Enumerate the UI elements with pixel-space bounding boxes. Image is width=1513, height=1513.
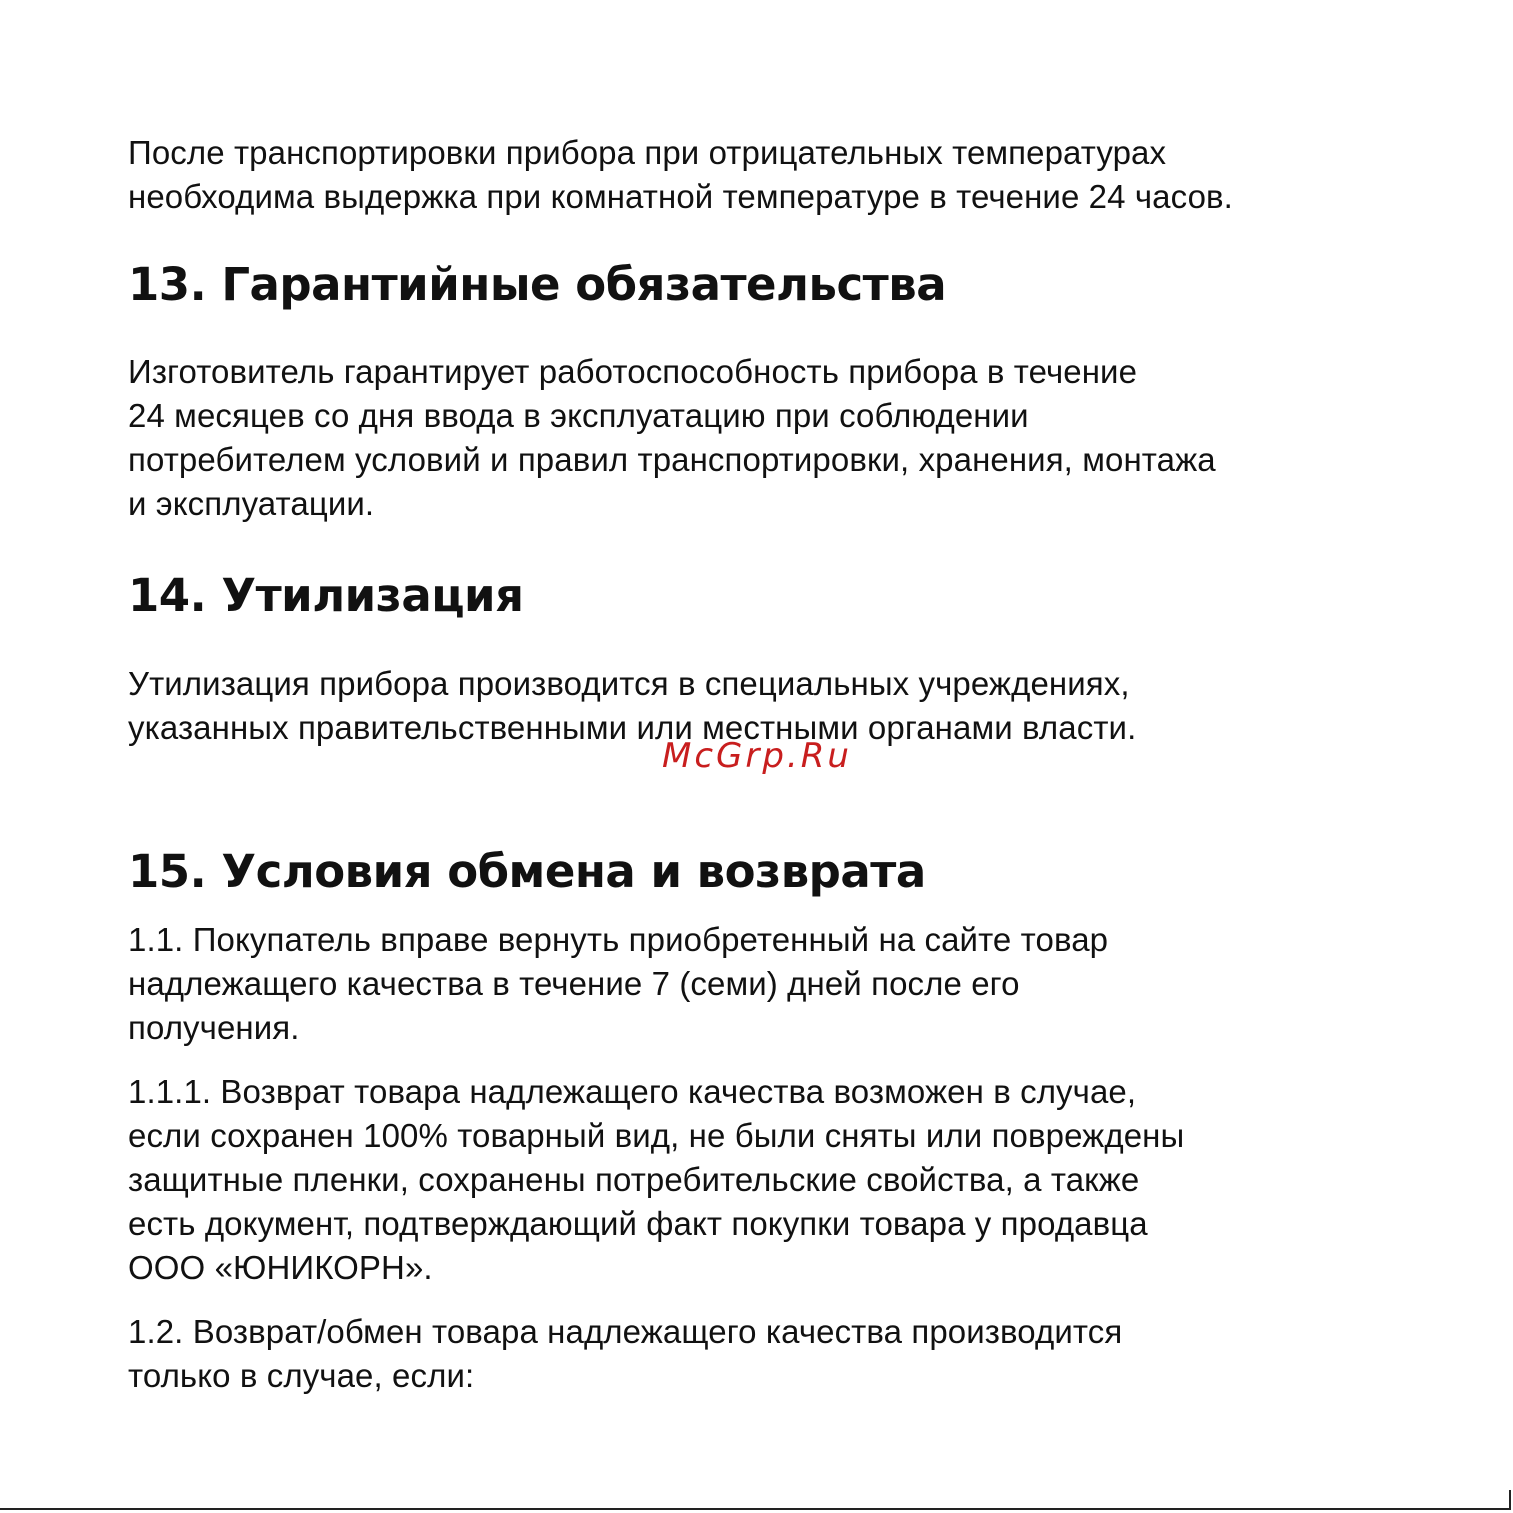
section-13-line-2: 24 месяцев со дня ввода в эксплуатацию при соблюдении	[128, 397, 1029, 434]
section-13-line-4: и эксплуатации.	[128, 485, 375, 522]
section-14-heading-wrap	[128, 569, 1398, 623]
section-14-line-2: указанных правительственными или местными органами власти.	[128, 709, 1137, 746]
section-15-heading: 15. Условия обмена и возврата	[128, 845, 926, 898]
section-15-p2-line-4: есть документ, подтверждающий факт покупки товара у продавца	[128, 1205, 1148, 1242]
section-15-paragraph-2	[128, 1070, 1398, 1290]
section-15-p3-line-2: только в случае, если:	[128, 1357, 475, 1394]
page-right-border	[1509, 1490, 1511, 1510]
section-15-p1-line-1: 1.1. Покупатель вправе вернуть приобретенный на сайте товар	[128, 921, 1109, 958]
intro-paragraph	[128, 131, 1398, 219]
section-15-p1-line-2: надлежащего качества в течение 7 (семи) дней после его	[128, 965, 1020, 1002]
section-15-paragraph-1	[128, 918, 1398, 1050]
intro-line-1: После транспортировки прибора при отрицательных температурах	[128, 134, 1167, 171]
section-15-paragraph-3	[128, 1310, 1398, 1398]
section-13-heading-wrap	[128, 258, 1398, 312]
section-13-heading: 13. Гарантийные обязательства	[128, 258, 947, 311]
section-15-p1-line-3: получения.	[128, 1009, 300, 1046]
section-13-paragraph	[128, 350, 1398, 526]
watermark: McGrp.Ru	[662, 736, 852, 776]
section-13-line-3: потребителем условий и правил транспортировки, хранения, монтажа	[128, 441, 1216, 478]
section-14-line-1: Утилизация прибора производится в специальных учреждениях,	[128, 665, 1130, 702]
section-15-p2-line-3: защитные пленки, сохранены потребительские свойства, а также	[128, 1161, 1140, 1198]
intro-line-2: необходима выдержка при комнатной температуре в течение 24 часов.	[128, 178, 1233, 215]
section-15-heading-wrap	[128, 845, 1398, 899]
section-15-p2-line-5: ООО «ЮНИКОРН».	[128, 1249, 433, 1286]
section-13-line-1: Изготовитель гарантирует работоспособность прибора в течение	[128, 353, 1138, 390]
section-14-heading: 14. Утилизация	[128, 569, 524, 622]
page-bottom-border	[0, 1508, 1510, 1510]
section-15-p2-line-1: 1.1.1. Возврат товара надлежащего качества возможен в случае,	[128, 1073, 1137, 1110]
section-15-p2-line-2: если сохранен 100% товарный вид, не были сняты или повреждены	[128, 1117, 1185, 1154]
section-15-p3-line-1: 1.2. Возврат/обмен товара надлежащего качества производится	[128, 1313, 1123, 1350]
